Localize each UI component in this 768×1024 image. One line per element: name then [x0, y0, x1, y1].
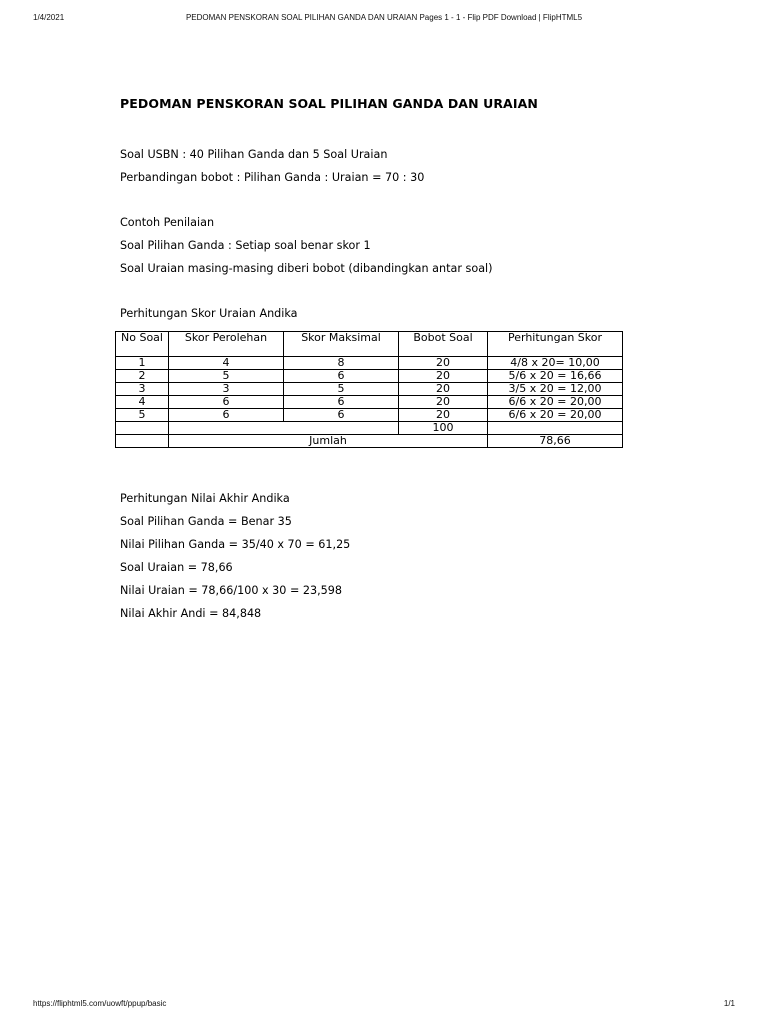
cell-no: 2 [116, 370, 169, 383]
contoh-penilaian-heading: Contoh Penilaian [120, 216, 215, 229]
soal-usbn-text: Soal USBN : 40 Pilihan Ganda dan 5 Soal Uraian [120, 148, 388, 161]
cell-maksimal: 5 [284, 383, 399, 396]
nilai-uraian-text: Nilai Uraian = 78,66/100 x 30 = 23,598 [120, 584, 343, 597]
cell-bobot: 20 [399, 357, 488, 370]
col-header-perhitungan-skor: Perhitungan Skor [488, 332, 623, 357]
print-page-number: 1/1 [723, 999, 735, 1008]
cell-perhitungan: 6/6 x 20 = 20,00 [488, 409, 623, 422]
cell-bobot: 20 [399, 409, 488, 422]
skor-uraian-table [115, 331, 623, 448]
table-header-row [116, 332, 623, 357]
table-row [116, 409, 623, 422]
cell-perolehan: 3 [169, 383, 284, 396]
cell-perhitungan: 5/6 x 20 = 16,66 [488, 370, 623, 383]
table-row [116, 357, 623, 370]
document-title: PEDOMAN PENSKORAN SOAL PILIHAN GANDA DAN URAIAN [120, 96, 538, 111]
nilai-akhir-heading: Perhitungan Nilai Akhir Andika [120, 492, 290, 505]
cell-no: 5 [116, 409, 169, 422]
table-heading: Perhitungan Skor Uraian Andika [120, 307, 298, 320]
cell-maksimal: 8 [284, 357, 399, 370]
print-url: https://fliphtml5.com/uowft/ppup/basic [33, 999, 167, 1008]
cell-bobot: 20 [399, 383, 488, 396]
cell-maksimal: 6 [284, 409, 399, 422]
cell-no: 4 [116, 396, 169, 409]
jumlah-label-cell: Jumlah [169, 435, 488, 448]
nilai-akhir-text: Nilai Akhir Andi = 84,848 [120, 607, 262, 620]
cell-perolehan: 5 [169, 370, 284, 383]
jumlah-row [116, 435, 623, 448]
jumlah-value-cell: 78,66 [488, 435, 623, 448]
uraian-rule: Soal Uraian masing-masing diberi bobot (dibandingkan antar soal) [120, 262, 493, 275]
bobot-total-cell: 100 [399, 422, 488, 435]
table-row [116, 396, 623, 409]
cell-perhitungan: 3/5 x 20 = 12,00 [488, 383, 623, 396]
pg-benar-text: Soal Pilihan Ganda = Benar 35 [120, 515, 292, 528]
cell-no: 1 [116, 357, 169, 370]
table-row [116, 383, 623, 396]
table-row [116, 370, 623, 383]
cell-bobot: 20 [399, 370, 488, 383]
nilai-pg-text: Nilai Pilihan Ganda = 35/40 x 70 = 61,25 [120, 538, 351, 551]
cell-perhitungan: 4/8 x 20= 10,00 [488, 357, 623, 370]
bobot-total-row [116, 422, 623, 435]
cell-no: 3 [116, 383, 169, 396]
pilihan-ganda-rule: Soal Pilihan Ganda : Setiap soal benar skor 1 [120, 239, 371, 252]
cell-perolehan: 6 [169, 409, 284, 422]
perbandingan-text: Perbandingan bobot : Pilihan Ganda : Uraian = 70 : 30 [120, 171, 425, 184]
cell-maksimal: 6 [284, 370, 399, 383]
print-page-title: PEDOMAN PENSKORAN SOAL PILIHAN GANDA DAN URAIAN Pages 1 - 1 - Flip PDF Download | FlipHTML5 [185, 13, 583, 22]
print-date: 1/4/2021 [33, 13, 65, 22]
cell-perhitungan: 6/6 x 20 = 20,00 [488, 396, 623, 409]
cell-maksimal: 6 [284, 396, 399, 409]
cell-bobot: 20 [399, 396, 488, 409]
soal-uraian-text: Soal Uraian = 78,66 [120, 561, 233, 574]
col-header-no-soal: No Soal [116, 332, 169, 357]
cell-perolehan: 4 [169, 357, 284, 370]
cell-perolehan: 6 [169, 396, 284, 409]
col-header-skor-perolehan: Skor Perolehan [169, 332, 284, 357]
col-header-skor-maksimal: Skor Maksimal [284, 332, 399, 357]
col-header-bobot-soal: Bobot Soal [399, 332, 488, 357]
